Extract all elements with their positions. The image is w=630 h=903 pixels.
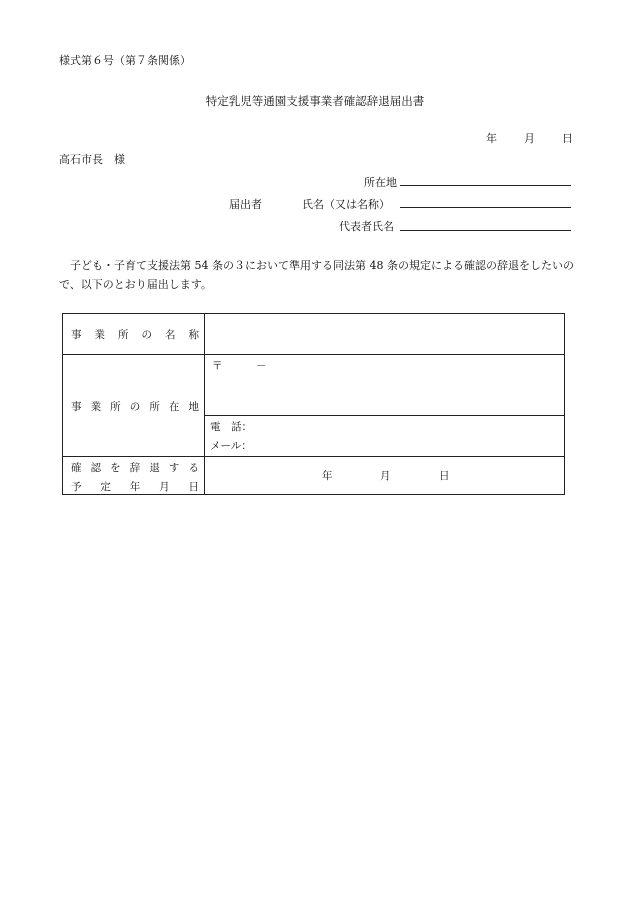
location-label: 所在地	[364, 176, 397, 189]
label-char: 確	[71, 461, 82, 474]
planned-date-label-line2	[71, 478, 199, 494]
notifier-label: 届出者	[229, 198, 262, 211]
contact-field[interactable]	[263, 416, 563, 456]
label-char: 所	[149, 400, 160, 413]
representative-field[interactable]	[400, 230, 571, 231]
label-char: 辞	[129, 461, 141, 474]
label-char: 日	[188, 480, 199, 493]
label-char: 月	[159, 480, 170, 493]
label-char: 定	[100, 480, 111, 493]
label-char: 地	[188, 400, 199, 413]
addressee: 高石市長 様	[59, 153, 125, 166]
date-month-label: 月	[524, 132, 535, 145]
label-char: 事	[71, 400, 82, 413]
phone-label: 電 話：	[210, 421, 252, 433]
postal-mark: 〒	[212, 360, 223, 372]
planned-date-field[interactable]	[205, 457, 564, 494]
label-char: 業	[94, 328, 105, 341]
date-day-label: 日	[562, 132, 573, 145]
name-field[interactable]	[400, 207, 571, 208]
label-char: を	[110, 461, 121, 474]
postal-dash: －	[256, 360, 267, 372]
label-char: 称	[188, 328, 199, 341]
label-char: 名	[165, 328, 176, 341]
form-number: 様式第６号（第７条関係）	[59, 54, 191, 67]
planned-date-day: 日	[439, 470, 450, 482]
name-label: 氏名（又は名称）	[302, 198, 390, 211]
label-char: 認	[90, 461, 102, 474]
office-address-label	[71, 398, 199, 414]
document-title: 特定乳児等通園支援事業者確認辞退届出書	[205, 94, 425, 108]
address-field[interactable]	[205, 355, 564, 415]
planned-date-month: 月	[380, 470, 391, 482]
date-year-label: 年	[486, 132, 497, 145]
label-char: 所	[118, 328, 129, 341]
label-char: 予	[71, 480, 82, 493]
label-char: 業	[90, 400, 102, 413]
label-char: 事	[71, 328, 82, 341]
representative-label: 代表者氏名	[339, 220, 394, 233]
label-char: の	[129, 400, 141, 413]
planned-date-label-line1	[71, 459, 199, 475]
label-char: 年	[129, 480, 141, 493]
planned-date-year: 年	[322, 470, 333, 482]
location-field[interactable]	[400, 185, 571, 186]
email-label: メール：	[210, 440, 252, 452]
label-char: す	[168, 461, 180, 474]
label-char: の	[141, 328, 152, 341]
label-char: 退	[149, 461, 160, 474]
body-text: 子ども・子育て支援法第 54 条の３において準用する同法第 48 条の規定による確認の辞退をしたいので、以下のとおり届出します。	[59, 259, 574, 291]
label-char: る	[188, 461, 199, 474]
office-name-label	[71, 326, 199, 342]
office-name-field[interactable]	[205, 314, 564, 354]
label-char: 所	[110, 400, 121, 413]
form-table	[62, 313, 565, 495]
label-char: 在	[168, 400, 180, 413]
